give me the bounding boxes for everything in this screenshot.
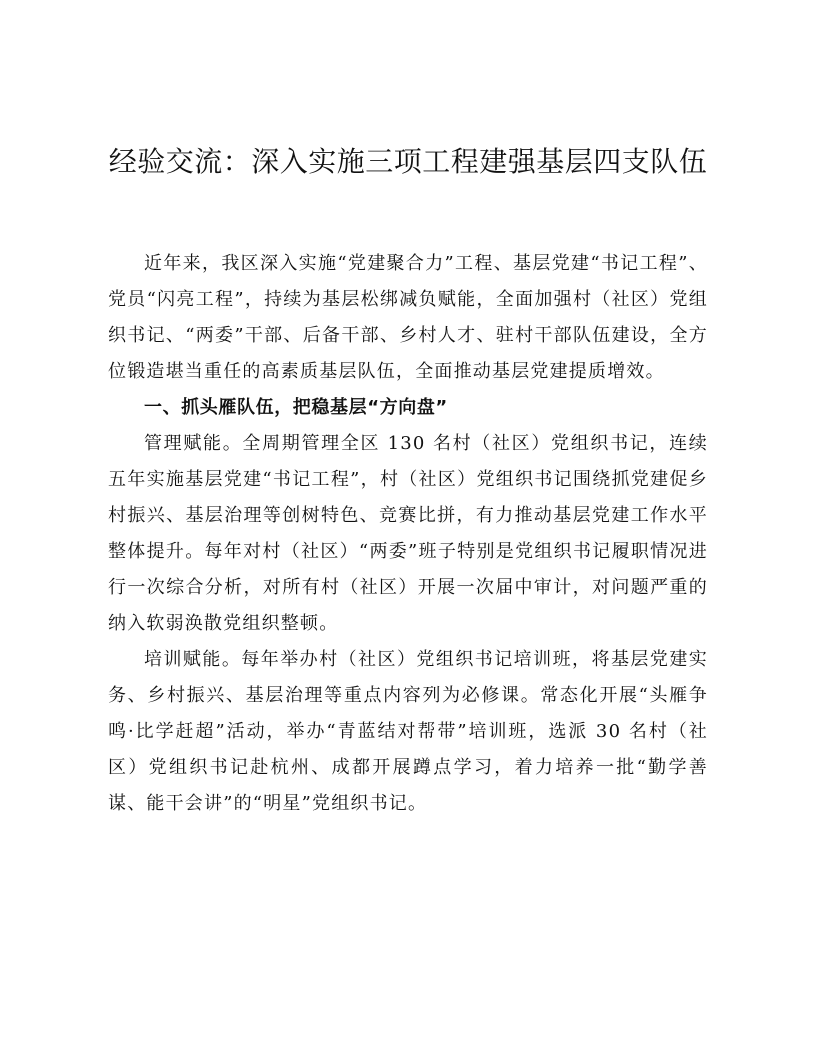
management-paragraph: 管理赋能。全周期管理全区 130 名村（社区）党组织书记，连续五年实施基层党建“书记工程”，村（社区）党组织书记围绕抓党建促乡村振兴、基层治理等创树特色、竞赛比拼，有力推动基层党建工作水平整体提升。每年对村（社区）“两委”班子特别是党组织书记履职情况进行一次综合分析，对所有村（社区）开展一次届中审计，对问题严重的纳入软弱涣散党组织整顿。 (108, 433, 708, 634)
document-title: 经验交流：深入实施三项工程建强基层四支队伍 (108, 145, 708, 178)
intro-paragraph: 近年来，我区深入实施“党建聚合力”工程、基层党建“书记工程”、党员“闪亮工程”，持续为基层松绑减负赋能，全面加强村（社区）党组织书记、“两委”干部、后备干部、乡村人才、驻村干部队伍建设，全方位锻造堪当重任的高素质基层队伍，全面推动基层党建提质增效。 (108, 253, 708, 382)
section-heading: 一、抓头雁队伍，把稳基层“方向盘” (144, 397, 448, 418)
training-paragraph: 培训赋能。每年举办村（社区）党组织书记培训班，将基层党建实务、乡村振兴、基层治理等重点内容列为必修课。常态化开展“头雁争鸣·比学赶超”活动，举办“青蓝结对帮带”培训班，选派 30 名村（社区）党组织书记赴杭州、成都开展蹲点学习，着力培养一批“勤学善谋、能干会讲”的“明星”党组织书记。 (108, 649, 708, 814)
document-body (108, 246, 708, 822)
